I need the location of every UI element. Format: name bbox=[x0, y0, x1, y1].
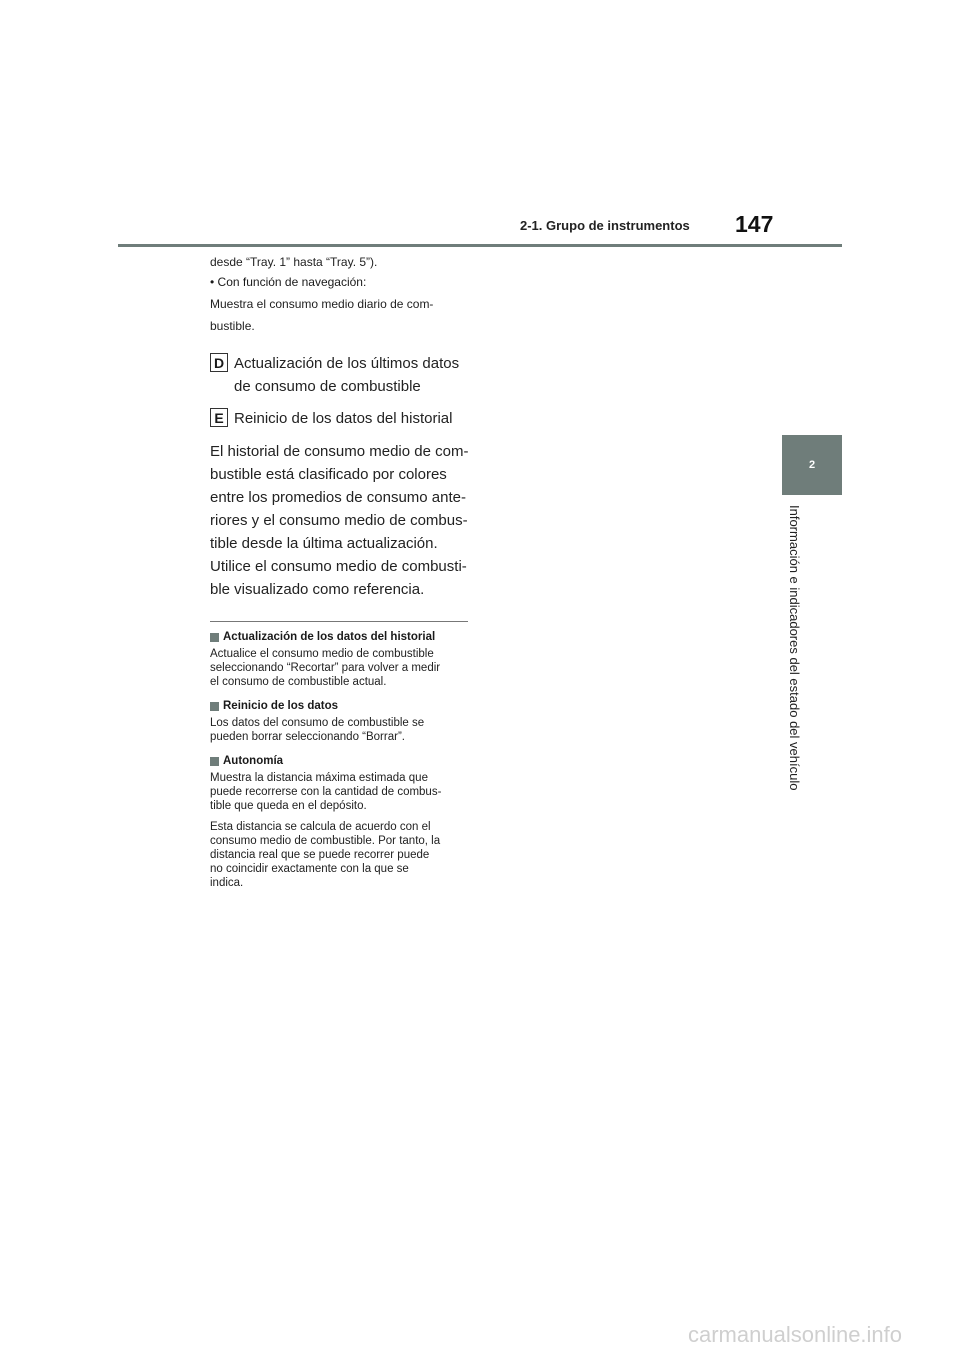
section-divider bbox=[210, 621, 468, 622]
item-d-line: de consumo de combustible bbox=[234, 378, 421, 395]
history-line: Utilice el consumo medio de combusti- bbox=[210, 558, 467, 575]
section-body-line: pueden borrar seleccionando “Borrar”. bbox=[210, 731, 405, 743]
section-heading: Reinicio de los datos bbox=[210, 699, 472, 714]
square-bullet-icon bbox=[210, 757, 219, 766]
square-bullet-icon bbox=[210, 633, 219, 642]
chapter-tab-divider bbox=[782, 495, 842, 496]
label-e-icon: E bbox=[210, 408, 228, 427]
square-bullet-icon bbox=[210, 702, 219, 711]
history-line: tible desde la última actualización. bbox=[210, 535, 438, 552]
section-heading: Autonomía bbox=[210, 754, 472, 769]
header-rule bbox=[118, 244, 842, 247]
item-d-line: Actualización de los últimos datos bbox=[234, 355, 460, 372]
intro-para-line: Muestra el consumo medio diario de com- bbox=[210, 297, 434, 311]
section-header: 2-1. Grupo de instrumentos bbox=[520, 218, 690, 233]
history-line: riores y el consumo medio de combus- bbox=[210, 512, 468, 529]
history-line: entre los promedios de consumo ante- bbox=[210, 489, 466, 506]
chapter-tab bbox=[782, 435, 842, 495]
history-line: ble visualizado como referencia. bbox=[210, 581, 425, 598]
chapter-number: 2 bbox=[808, 459, 816, 471]
section-body-line: Actualice el consumo medio de combustible bbox=[210, 648, 434, 660]
watermark: carmanualsonline.info bbox=[688, 1322, 903, 1347]
history-paragraph bbox=[210, 440, 472, 601]
bullet-navigation: • Con función de navegación: bbox=[210, 275, 367, 289]
section-body-line: distancia real que se puede recorrer puede bbox=[210, 849, 430, 861]
item-d bbox=[210, 352, 472, 398]
intro-line: desde “Tray. 1” hasta “Tray. 5”). bbox=[210, 255, 378, 269]
section-body-line: Esta distancia se calcula de acuerdo con el bbox=[210, 821, 431, 833]
section-body-line: indica. bbox=[210, 877, 244, 889]
section-heading: Actualización de los datos del historial bbox=[210, 630, 472, 645]
label-d-icon: D bbox=[210, 353, 228, 372]
section-body-line: el consumo de combustible actual. bbox=[210, 676, 387, 688]
main-column bbox=[210, 254, 472, 890]
intro-para-line: bustible. bbox=[210, 319, 255, 333]
section-body-line: consumo medio de combustible. Por tanto, la bbox=[210, 835, 441, 847]
section-body-line: Los datos del consumo de combustible se bbox=[210, 717, 425, 729]
chapter-title: Información e indicadores del estado del vehículo bbox=[787, 505, 802, 791]
history-line: bustible está clasificado por colores bbox=[210, 466, 447, 483]
section-body-line: tible que queda en el depósito. bbox=[210, 800, 367, 812]
section-body-line: no coincidir exactamente con la que se bbox=[210, 863, 409, 875]
section-body-line: puede recorrerse con la cantidad de combus- bbox=[210, 786, 442, 798]
history-line: El historial de consumo medio de com- bbox=[210, 443, 469, 460]
item-e-line: Reinicio de los datos del historial bbox=[234, 410, 453, 427]
section-body-line: seleccionando “Recortar” para volver a medir bbox=[210, 662, 441, 674]
section-body-line: Muestra la distancia máxima estimada que bbox=[210, 772, 428, 784]
page-number: 147 bbox=[735, 211, 774, 237]
item-e bbox=[210, 407, 472, 430]
